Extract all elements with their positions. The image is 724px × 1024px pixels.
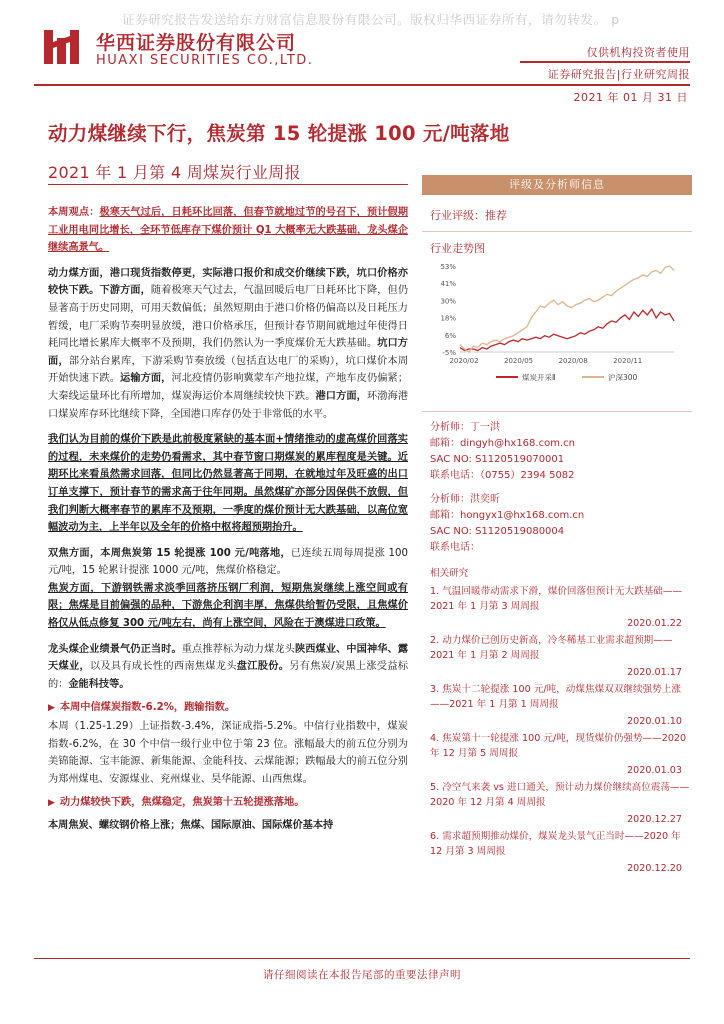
pithead-text: 部分站台累库，下游采购节奏放缓（包括直达电厂的采购），坑口煤价本周开始快速下跌。 [48,355,409,385]
footer-divider [34,958,690,959]
y-tick-label: 41% [440,280,456,289]
view-label: 本周观点： [48,207,100,218]
bullet-prices-text: 动力煤较快下跌，焦煤稳定，焦炭第十五轮提涨落地。 [59,797,305,809]
weekly-view [48,204,408,257]
sidebar-header: 评级及分析师信息 [422,175,692,195]
related-item-title: 6. 需求超预期推动煤价，煤炭龙头景气正当时——2020 年 12 月第 3 周周报 [430,831,681,857]
y-tick-label: 30% [440,297,456,306]
rec-stocks-1: 陕西煤业、中国神华、露天煤业， [48,643,409,673]
prices-paragraph: 本周焦炭、螺纹钢价格上涨；焦煤、国际原油、国际煤价基本持 [48,820,334,831]
related-item-title: 3. 焦炭十二轮提涨 100 元/吨，动煤焦煤双双继续强势上涨——2021 年 1 月第 1 周周报 [430,684,681,710]
related-item-date: 2020.01.22 [627,618,682,629]
y-tick-label: 53% [440,263,456,271]
analyst-2 [422,492,692,556]
watermark: 证券研究报告发送给东方财富信息股份有限公司。版权归华西证券所有，请勿转发。 p [122,12,620,27]
series-line-coal-mining [460,309,674,351]
trend-chart-title: 行业走势图 [430,242,485,255]
y-tick-label: 18% [440,314,456,323]
x-tick-label: 2020/05 [504,357,534,365]
related-item[interactable] [430,633,692,680]
bullet-prices [48,794,408,813]
coking-label: 双焦方面，本周焦炭第 15 轮提涨 100 元/吨落地， [48,547,291,559]
company-name-cn: 华西证券股份有限公司 [96,32,297,54]
pithead-label: 坑口方面， [48,338,408,367]
view-text: 极寒天气过后，日耗环比回落，但春节就地过节的号召下，预计假期工业用电同比增长，全环节低库存下煤价预计 Q1 大概率无大跌基础，龙头煤企继续高景气。 [48,207,409,254]
related-item-title: 2. 动力煤价已创历史新高，冷冬稀基工业需求超预期——2021 年 1 月第 2 周周报 [430,635,673,661]
thermal-coal-paragraph [48,265,408,423]
recommendation-paragraph [48,641,408,694]
rec-stocks-3: 金能科技等。 [68,678,130,690]
rec-text-3: 另有焦炭/炭黑上涨受益标的： [48,661,409,690]
bullet-triangle-icon: ▶ [48,798,55,809]
rec-text-2: 以及具有成长性的西南焦煤龙头 [89,661,237,673]
analyst-1-sac: SAC NO: S1120519070001 [430,454,565,465]
related-item[interactable] [430,780,692,827]
subhead-divider [48,184,408,185]
y-tick-label: 6% [444,331,456,340]
sidebar [422,175,692,878]
y-tick-label: -5% [442,349,456,357]
related-research [422,566,692,876]
analyst-1-email[interactable]: 邮箱：dingyh@hx168.com.cn [430,438,575,449]
report-category: 证券研究报告|行业研究周报 [547,68,690,81]
analyst-2-name: 分析师：洪奕昕 [430,494,500,505]
related-item[interactable] [430,829,692,876]
report-subhead: 2021 年 1 月第 4 周煤炭行业周报 [48,163,301,182]
x-tick-label: 2020/08 [558,357,588,365]
transport-label: 运输方面， [120,373,172,385]
footer-disclaimer: 请仔细阅读在本报告尾部的重要法律声明 [263,969,461,981]
rec-stocks-2: 盘江股份。 [236,661,290,673]
sidebar-divider [422,411,692,412]
related-item-date: 2020.12.27 [627,814,682,825]
report-headline: 动力煤继续下行，焦炭第 15 轮提涨 100 元/吨落地 [48,122,510,145]
related-item[interactable] [430,731,692,778]
transport-text: 河北疫情仍影响冀蒙车产地拉煤，产地车皮仍偏紧；大秦线运量环比有所增加，煤炭海运价本周继续较快下跌。 [48,373,409,402]
x-tick-label: 2020/02 [449,357,479,365]
legend-label: 煤炭开采Ⅱ [522,373,556,382]
related-item-date: 2020.01.17 [627,667,682,678]
header-divider-short [520,61,690,63]
coke-outlook-paragraph: 焦炭方面，下游钢铁需求淡季回落挤压钢厂利润，短期焦炭继续上涨空间或有限；焦煤是目前偏强的品种，下游焦企利润丰厚，焦煤供给暂仍受限，且焦煤价格仅从低点修复 300 元/吨左右，尚有上涨空间，风险在于澳煤进口政策。 [48,582,408,630]
port-text: 环渤海港口煤炭库存环比继续下降，全国港口库存仍处于非常低的水平。 [48,390,409,420]
related-item-date: 2020.01.10 [627,716,682,727]
bullet-index-text: 本周中信煤炭指数-6.2%，跑输指数。 [59,702,236,714]
port-label: 港口方面， [315,390,367,402]
outlook-paragraph: 我们认为目前的煤价下跌是此前极度紧缺的基本面+情绪推动的虚高煤价回落实的过程，未来煤价的走势仍看需求，其中春节窗口期煤炭的累库程度是关键。近期环比来看虽然需求回落，但同比仍然显著高于同期，在就地过年及旺盛的出口订单支撑下，预计春节的需求高于往年同期。虽然煤矿亦部分因保供不放假，但我们判断大概率春节的累库不及预期，一季度的煤价预计无大跌基础，以高位宽幅波动为主，上半年以及全年的价格中枢将超预期抬升。 [48,434,408,534]
related-title: 相关研究 [430,568,469,579]
analyst-1-phone: 联系电话：（0755）2394 5082 [430,470,575,481]
related-item-title: 5. 冷空气来袭 vs 进口通关，预计动力煤价继续高位震荡——2020 年 12 月第 4 周周报 [430,782,690,808]
trend-chart-svg [426,260,688,400]
index-paragraph: 本周（1.25-1.29）上证指数-3.4%，深证成指-5.2%。中信行业指数中，煤炭指数-6.2%，在 30 个中信一级行业中位于第 23 位。涨幅最大的前五位分别为美锦能源、宝丰能源、新集能源、金能科技、云煤能源；跌幅最大的前五位分别为郑州煤电、安源煤业、兖州煤业、昊华能源、山西焦煤。 [48,721,408,785]
industry-rating: 行业评级：推荐 [430,209,507,222]
analyst-2-email[interactable]: 邮箱：hongyx1@hx168.com.cn [430,510,585,521]
bullet-triangle-icon: ▶ [48,703,55,714]
huaxi-logo [44,28,80,64]
analyst-2-sac: SAC NO: S1120519080004 [430,526,565,537]
thermal-coal-label: 动力煤方面，港口现货指数停更，实际港口报价和成交价继续下跌，坑口价格亦较快下跌。下游方面， [48,267,408,297]
sidebar-divider [422,231,692,232]
related-item-date: 2020.12.20 [627,863,682,874]
x-tick-label: 2020/11 [613,357,643,365]
thermal-coal-text: 随着极寒天气过去，气温回暖后电厂日耗环比下降，但仍显著高于历史同期，可用天数偏低；虽然短期由于港口价格仍偏高以及日耗压力暂缓，电厂采购节奏明显放缓，港口价格承压，但预计春节期间就地过年使得日耗同比增长累库大概率不及预期，我们仍然认为一季度煤价无大跌基础。 [48,285,409,350]
related-list [430,584,692,876]
analyst-1 [422,420,692,484]
company-name-en: HUAXI SECURITIES CO.,LTD. [96,53,314,68]
analyst-1-name: 分析师：丁一洪 [430,422,500,433]
header-divider [34,84,690,86]
coking-paragraph [48,545,408,580]
main-body [48,204,408,835]
investor-tag: 仅供机构投资者使用 [586,46,690,59]
recommendation-label: 龙头煤企业绩景气仍正当时。 [48,643,182,655]
analyst-2-phone: 联系电话： [430,542,480,553]
report-date: 2021 年 01 月 31 日 [573,91,688,104]
legend-label: 沪深300 [608,373,638,382]
trend-chart [426,260,692,403]
related-item-date: 2020.01.03 [627,765,682,776]
rec-text-1: 重点推荐标为动力煤龙头 [181,643,295,655]
bullet-index [48,699,408,718]
related-item-title: 1. 气温回暖带动需求下滑，煤价回落但预计无大跌基础——2021 年 1 月第 3 周周报 [430,586,683,612]
coking-text: 已连续五周每周提涨 100 元/吨，15 轮累计提涨 1000 元/吨，焦煤价格稳定。 [48,547,408,577]
related-item[interactable] [430,584,692,631]
related-item-title: 4. 焦炭第十一轮提涨 100 元/吨，现货煤价仍强势——2020 年 12 月第 5 周周报 [430,733,687,759]
related-item[interactable] [430,682,692,729]
